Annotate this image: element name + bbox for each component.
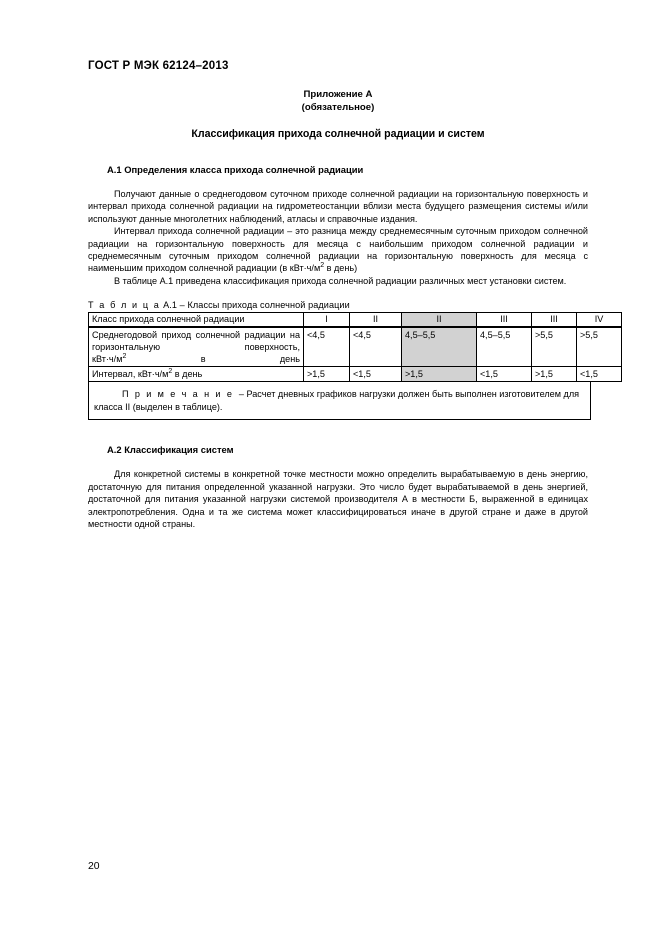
table-row-label-interval (89, 367, 304, 382)
note-text: Расчет дневных графиков нагрузки должен быть выполнен изготовителем для класса II (выделен в таблице). (94, 389, 580, 412)
note-label: П р и м е ч а н и е (122, 389, 234, 400)
table-header-class-3: II (402, 313, 477, 328)
table-cell-value: >1,5 (304, 367, 350, 382)
table-header-class-4: III (477, 313, 532, 328)
page-number: 20 (88, 861, 100, 872)
table-row (89, 367, 622, 382)
row-label-text: Интервал, кВт·ч/м (92, 369, 169, 380)
clause-heading-a1: А.1 Определения класса прихода солнечной радиации (107, 164, 364, 175)
table-row-label-irradiation (89, 327, 304, 367)
row-label-text: Среднегодовой приход солнечной радиации на горизонтальную поверхность, (92, 330, 300, 353)
table-row (89, 327, 622, 367)
paragraph-a1-1: Получают данные о среднегодовом суточном приходе солнечной радиации на горизонтальную поверхность и интервал прихода солнечной радиации на гидрометеостанции вблизи места будущего размещения системы и/или используют данные многолетних наблюдений, атласы и справочные издания. (88, 189, 588, 224)
table-cell-value: 4,5–5,5 (402, 327, 477, 367)
page-content (88, 88, 604, 530)
table-header-row (89, 313, 622, 328)
table-caption-number: А.1 (163, 300, 178, 311)
annex-status: (обязательное) (301, 102, 375, 113)
table-header-class-2: II (350, 313, 402, 328)
paragraph-a2-1: Для конкретной системы в конкретной точке местности можно определить вырабатываемую в день энергию, достаточную для питания определенной указанной нагрузки. Это число будет вырабатываемой в день энергией, достаточной для питания указанной нагрузки системой производителя А в местности Б, выраженной в единицах электропотребления. Одна и та же система может классифицироваться иначе в другой стране и даже в другой местности одной страны. (88, 469, 588, 530)
table-caption (88, 300, 588, 310)
row-label-tail: в день (172, 369, 203, 380)
row-label-unit-sup: 2 (122, 353, 127, 361)
running-head: ГОСТ Р МЭК 62124–2013 (88, 60, 229, 72)
clause-heading-a2: А.2 Классификация систем (107, 444, 234, 456)
table-cell-value: >1,5 (402, 367, 477, 382)
table-cell-value: <1,5 (477, 367, 532, 382)
table-header-class-5: III (532, 313, 577, 328)
table-cell-value: >1,5 (532, 367, 577, 382)
paragraph-a1-2-part1: Интервал прихода солнечной радиации – это разница между среднемесячным суточным приходом солнечной радиации на горизонтальную поверхность для месяца с наибольшим приходом солнечной радиации и среднемесячным суточным приходом солнечной радиации на горизонтальную поверхность для месяца с наименьшим приходом солнечной радиации (в $кВт\cdot ч/м^2$ в день) (88, 226, 588, 274)
table-header-row-label: Класс прихода солнечной радиации (89, 313, 304, 328)
note-dash: – (238, 389, 244, 400)
table-cell-value: <4,5 (304, 327, 350, 367)
row-label-sup: 2 (168, 368, 173, 376)
row-label-unit: кВт·ч/м (92, 354, 123, 365)
table-cell-value: <4,5 (350, 327, 402, 367)
table-cell-value: <1,5 (577, 367, 622, 382)
row-label-unit-tail: в день (126, 354, 300, 365)
annex-label: Приложение А (303, 89, 373, 100)
solar-class-table (88, 312, 622, 382)
annex-header (88, 88, 588, 114)
table-cell-value: 4,5–5,5 (477, 327, 532, 367)
paragraph-a1-3: В таблице А.1 приведена классификация прихода солнечной радиации различных мест установки систем. (114, 275, 567, 286)
paragraph-a1-2 (88, 225, 588, 275)
table-header-class-1: I (304, 313, 350, 328)
table-cell-value: >5,5 (532, 327, 577, 367)
table-caption-text: Классы прихода солнечной радиации (187, 300, 350, 311)
table-caption-prefix: Т а б л и ц а (88, 300, 161, 311)
table-caption-dash: – (179, 300, 185, 311)
table-cell-value: <1,5 (350, 367, 402, 382)
annex-title: Классификация прихода солнечной радиации и систем (191, 128, 485, 140)
table-header-class-6: IV (577, 313, 622, 328)
table-cell-value: >5,5 (577, 327, 622, 367)
table-note (88, 382, 591, 420)
